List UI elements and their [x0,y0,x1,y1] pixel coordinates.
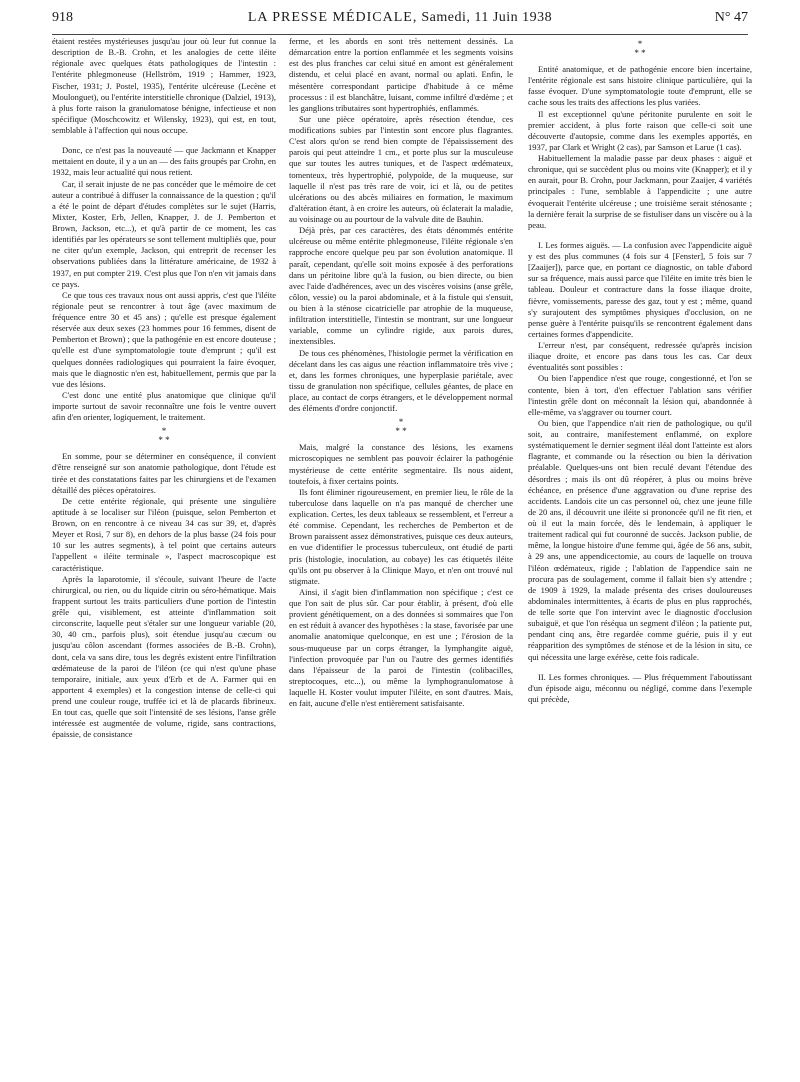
separator-star: * [395,426,400,437]
paragraph: II. Les formes chroniques. — Plus fréquemment l'aboutissant d'un épisode aigu, méconnu ou négligé, comme dans l'exemple qui précède, [528,671,752,704]
paragraph: étaient restées mystérieuses jusqu'au jour où leur fut connue la description de B.-B. Crohn, et les analogies de cette iléite régionale avec quelques états pathologiques de l'intestin : l'entérite phlegmoneuse (Hellström, 1919 ; Hammer, 1923, Fischer, 1931; J. Postel, 1935), l'entérite ulcéreuse (Lecène et Moulonguet), ou l'entérite interstitielle chronique (Dalziel, 1913), à plus forte raison la granulomatose bénigne, infectieuse et non spécifique (Moschcowitz et Wilensky, 1923), qui est, en tout, semblable à l'affection qui nous occupe. [52,36,276,135]
paragraph: L'erreur n'est, par conséquent, redressée qu'après incision iliaque droite, et encore pas dans tous les cas. Car deux éventualités sont possibles : [528,340,752,373]
separator-star: * [637,39,643,49]
column-2 [289,36,513,1072]
separator-star: * [165,435,170,446]
column-3 [528,36,752,1072]
paragraph: Ou bien, que l'appendice n'ait rien de pathologique, ou qu'il soit, au contraire, manifestement enflammé, on explore systématiquement le dernier segment iléal dont l'atteinte est alors flagrante, et commande ou la résection ou bien la dérivation préalable. Quelques-uns ont bien reculé devant l'étendue des désordres ; mais ils ont dû réopérer, à plus ou moins brève échéance, en présence d'une aggravation ou d'une reprise des accidents. Landois cite un cas personnel où, chez une jeune fille de 20 ans, il découvrit une iléite si prononcée qu'il ne fit rien, et où il eut la main forcée, dès le lendemain, à appliquer le traitement radical qui fut couronné de succès. Jackson publie, de même, la longue histoire d'une femme qui, âgée de 56 ans, subit, à 29 ans, une appendicectomie, au cours de laquelle on trouva l'iléon œdémateux, rigide ; l'ablation de l'appendice sain ne procura pas de soulagement, comme il fallait bien s'y attendre ; de 1909 à 1929, la malade présenta des crises douloureuses abdominales intermittentes, à écarts de plus en plus rapprochés, de telle sorte que l'on intervint avec le diagnostic d'occlusion subaiguë, et que l'on réséqua un segment d'iléon ; la patiente put, pendant cinq ans, être regardée comme guérie, puis il y eut réapparition des symptômes de sténose et de la lésion in situ, ce qui nécessita une large exérèse, cette fois radicale. [528,417,752,662]
paragraph: Il est exceptionnel qu'une péritonite purulente en soit le premier accident, à plus forte raison que celle-ci soit une découverte d'autopsie, comme dans les exemples apportés, en 1937, par Clark et Wright (2 cas), par Samson et Larue (1 cas). [528,108,752,152]
paragraph: Déjà près, par ces caractères, des états dénommés entérite ulcéreuse ou même entérite phlegmoneuse, l'iléite régionale s'en rapproche encore quelque peu par son évolution anatomique. Il paraît, cependant, qu'elle soit moins exposée à des perforations dans un péritoine libre qu'à la fusion, ou bien directe, ou bien avec l'aide d'adhérences, avec un des viscères voisins (anse grêle, côlon, vessie) ou la paroi abdominale, et à la fistule qui s'ensuit, ou bien à la sténose cicatricielle par atrophie de la muqueuse, infiltration interstitielle, l'intestin se montrant, sur une longueur variable, comme un cylindre rigide, aux parois dures, inextensibles. [289,225,513,347]
article-body [52,36,752,1072]
section-separator [52,427,276,445]
page-number: 918 [52,10,73,25]
separator-star: * [641,48,646,58]
section-separator [289,418,513,436]
journal-name: LA PRESSE MÉDICALE, [247,10,418,25]
running-title [52,10,748,26]
separator-star: * [402,426,407,437]
paragraph: En somme, pour se déterminer en conséquence, il convient d'être renseigné sur son anatomie pathologique, dont l'étude est tirée et des constatations faites par les chirurgiens et de l'examen détaillé des pièces opératoires. [52,451,276,495]
separator-star: * [398,417,404,428]
paragraph: De cette entérite régionale, qui présente une singulière aptitude à se localiser sur l'iléon (puisque, selon Pemberton et Brown, on en rencontre à ce niveau 34 cas sur 39, et, d'après Meyer et Rosi, 7 sur 8), en dehors de la plus basse (24 fois pour 10 sur les autres segments), à tel point que certains auteurs l'appellent « iléite terminale », l'aspect macroscopique est caractéristique. [52,495,276,573]
separator-star: * [161,426,167,437]
paragraph: ferme, et les abords en sont très nettement dessinés. La démarcation entre la portion enflammée et les segments voisins est des plus franches car celui situé en amont est généralement distendu, et celui placé en avant, normal ou aplati. Enfin, le mésentère correspondant participe d'habitude à ce même processus : il est blanchâtre, luisant, comme infiltré d'œdème ; et les ganglions tributaires sont hypertrophiés, enflammés. [289,36,513,113]
section-separator [528,40,752,58]
issue-number: N° 47 [714,10,748,25]
separator-star: * [158,435,163,446]
paragraph: I. Les formes aiguës. — La confusion avec l'appendicite aiguë y est des plus communes (4 fois sur 4 [Fenster], 5 fois sur 7 [Zaaijer]), parce que, en portant ce diagnostic, on table d'abord sur sa fréquence, mais aussi parce que l'iléite en imite très bien le tableau. Douleur et contracture dans la fosse iliaque droite, fièvre, vomissements, paresse des gaz, tout y est ; même, quand s'y surajoutent des symptômes physiques d'occlusion, on ne pense guère à l'entérite puisqu'ils se rencontrent également dans certaines formes d'appendicite. [528,239,752,339]
paragraph: Ainsi, il s'agit bien d'inflammation non spécifique ; c'est ce que l'on sait de plus sûr. Car pour établir, à présent, d'où elle provient génétiquement, on a des données si sommaires que l'on en est réduit à avancer des hypothèses : la stase, favorisée par une anomalie anatomique quelconque, en est une ; l'érosion de la sous-muqueuse par un corps étranger, la lymphangite aiguë, l'infection provoquée par l'un ou l'autre des germes identifiés dans l'épaisseur de la paroi de l'intestin (colibacilles, streptocoques, etc...), ou même la lymphogranulomatose à laquelle H. Koster voulut imputer l'iléite, en sont d'autres. Mais, en fait, aucune d'elle n'est entièrement satisfaisante. [289,586,513,709]
paragraph: Donc, ce n'est pas la nouveauté — que Jackmann et Knapper mettaient en doute, il y a un an — des faits groupés par Crohn, en 1932, mais leur actualité qui nous retient. [52,145,276,178]
column-1 [52,36,276,1072]
paragraph: Ce que tous ces travaux nous ont aussi appris, c'est que l'iléite régionale peut se rencontrer à tout âge (avec maximum de fréquence entre 30 et 45 ans) ; qu'elle est presque également réservée aux deux sexes (23 hommes pour 16 femmes, disent de Pemberton et Brown) ; que la pathogénie en est encore douteuse ; qu'elle est d'une symptomatologie toute d'emprunt ; qu'il est quelques données radiologiques qui pourraient la faire évoquer, mais que le diagnostic n'en est, habituellement, permis que par la vue des lésions. [52,289,276,389]
issue-date: Samedi, 11 Juin 1938 [421,10,553,25]
paragraph: Mais, malgré la constance des lésions, les examens microscopiques ne semblent pas pouvoir éclairer la pathogénie mystérieuse de cette entérite segmentaire. Ils nous aident, toutefois, à fixer certains points. [289,442,513,486]
paragraph: Après la laparotomie, il s'écoule, suivant l'heure de l'acte chirurgical, ou rien, ou du liquide citrin ou séro-hématique. Mais frappent surtout les traits particuliers d'une portion de l'intestin grêle qui, visiblement, est atteinte d'inflammation soit circonscrite, laquelle peut s'étaler sur une longueur variable (20, 30, 40 cm., parfois plus), soit étendue jusqu'au cæcum ou jusqu'au côlon ascendant (formes associées de B.-B. Crohn), dont, cela va sans dire, tous les degrés existent entre l'infiltration œdémateuse de la paroi de l'iléon (ce qui n'est qu'une phase temporaire, initiale, aux yeux d'Erb et de A. Farmer qui en apportent 4 exemples) et la congestion intense de celle-ci qui prend une couleur rouge, truffée ici et là de placards fibrineux. En tout cas, quelle que soit l'intensité de ses lésions, l'anse grêle intéressée est augmentée de volume, rigide, sans contractions, épaissie, de consistance [52,573,276,740]
paragraph: Sur une pièce opératoire, après résection étendue, ces modifications subies par l'intestin sont encore plus flagrantes. C'est alors qu'on se rend bien compte de l'épaississement des parois qui peut atteindre 1 cm., et porte plus sur la musculeuse que sur toutes les autres tuniques, et de l'aspect œdémateux, tomenteux, très hypertrophié, polypoïde, de la muqueuse, sur laquelle il n'est pas très rare de voir, ici et là, ou de petites ulcérations ou des abcès miliaires en formation, le maximum d'altération étant, à en croire les auteurs, où éclaterait la maladie, au voisinage ou au pourtour de la valvule dite de Bauhin. [289,113,513,224]
paragraph: Car, il serait injuste de ne pas concéder que le mémoire de cet auteur a contribué à diffuser la connaissance de la question ; qu'il a été le point de départ d'études complètes sur le sujet (Harris, Mixter, Koster, Erb, Jellen, Knapper, J. de J. Pemberton et Brown, Jackson, etc...), et qu'à partir de ce moment, les cas identifiés par les opérateurs se sont tellement multipliés que, pour ne citer qu'un exemple, Jackson, qui entreprit de recenser les observations publiées dans la littérature américaine, de 1932 à 1937, en put compter 219. C'est plus que l'on n'en vit jamais dans ce pays. [52,178,276,289]
paragraph: Habituellement la maladie passe par deux phases : aiguë et chronique, qui se succèdent plus ou moins vite (Knapper); et il y en aurait, pour B. Crohn, pour Jackmann, pour Zaaijer, 4 variétés principales : l'une, semblable à l'appendicite ; une autre évoquerait l'entérite ulcéreuse ; une troisième serait sténosante ; la dernière ferait la surprise de se fistuliser dans un viscère ou à la peau. [528,153,752,230]
separator-star: * [634,48,639,58]
paragraph: C'est donc une entité plus anatomique que clinique qu'il importe surtout de savoir reconnaître une fois le ventre ouvert afin d'en orienter, logiquement, le traitement. [52,389,276,423]
paragraph: Entité anatomique, et de pathogénie encore bien incertaine, l'entérite régionale est sans histoire clinique particulière, qui la fasse évoquer. D'une symptomatologie toute d'emprunt, elle se cache sous les traits des affections les plus variées. [528,64,752,108]
paragraph: De tous ces phénomènes, l'histologie permet la vérification en décelant dans les cas aigus une réaction inflammatoire très vive ; et, dans les formes chroniques, une hyperplasie pariétale, avec tissu de granulation non spécifique, cellules géantes, de place en place, au contact de corps étrangers, et le développement normal des éléments d'ordre conjonctif. [289,347,513,414]
paragraph: Ou bien l'appendice n'est que rouge, congestionné, et l'on se contente, bien à tort, d'en effectuer l'ablation sans vérifier l'intestin grêle dont on méconnaît la lésion qui, abandonnée à elle-même, va s'aggraver ou tourner court. [528,373,752,417]
paragraph: Ils font éliminer rigoureusement, en premier lieu, le rôle de la tuberculose dans laquelle on n'a pas manqué de chercher une explication. Certes, les deux tableaux se ressemblent, et l'erreur a été commise. Cependant, les recherches de Pemberton et de Brown paraissent assez démonstratives, puisque ces deux auteurs, en vue d'identifier le processus tuberculeux, ont étudié de parti pris (histologie, inoculation, au cobaye) les cas étiquetés iléite qu'ils ont pu observer à la Clinique Mayo, et n'en ont trouvé nul stigmate. [289,486,513,586]
page-header [52,8,748,35]
